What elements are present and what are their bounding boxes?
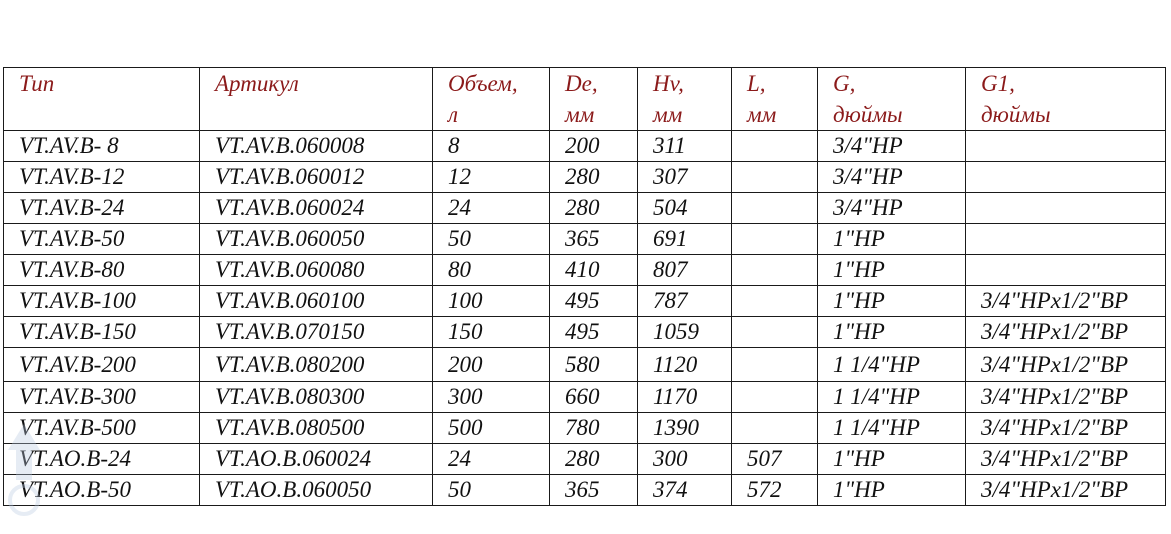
cell-hv: 1390 [638, 413, 732, 444]
cell-volume: 200 [433, 348, 550, 382]
cell-de: 200 [550, 131, 638, 162]
header-article [200, 68, 433, 131]
cell-de: 280 [550, 162, 638, 193]
header-l-unit: мм [747, 102, 777, 127]
cell-type: VT.AV.B-80 [4, 255, 200, 286]
cell-g: 1"HP [818, 286, 966, 317]
cell-g: 1"HP [818, 444, 966, 475]
cell-article: VT.AV.B.060080 [200, 255, 433, 286]
cell-de: 780 [550, 413, 638, 444]
cell-g: 1 1/4"HP [818, 413, 966, 444]
header-type [4, 68, 200, 131]
table-row [4, 286, 1166, 317]
cell-de: 495 [550, 317, 638, 348]
header-row [4, 68, 1166, 131]
cell-l [732, 413, 818, 444]
cell-g1 [966, 193, 1166, 224]
cell-g: 1"HP [818, 317, 966, 348]
cell-l [732, 162, 818, 193]
cell-type: VT.AV.B-100 [4, 286, 200, 317]
cell-de: 580 [550, 348, 638, 382]
cell-type: VT.AV.B-200 [4, 348, 200, 382]
cell-g1: 3/4"HPx1/2"BP [966, 286, 1166, 317]
cell-type: VT.AV.B-500 [4, 413, 200, 444]
cell-hv: 807 [638, 255, 732, 286]
cell-l [732, 193, 818, 224]
cell-hv: 311 [638, 131, 732, 162]
cell-g1: 3/4"HPx1/2"BP [966, 475, 1166, 506]
cell-hv: 1170 [638, 382, 732, 413]
header-g1-label: G1, [981, 71, 1015, 96]
cell-hv: 504 [638, 193, 732, 224]
cell-g1 [966, 162, 1166, 193]
header-hv-unit: мм [653, 102, 683, 127]
cell-type: VT.AV.B-12 [4, 162, 200, 193]
cell-article: VT.AO.B.060024 [200, 444, 433, 475]
cell-volume: 500 [433, 413, 550, 444]
cell-de: 495 [550, 286, 638, 317]
header-g1-unit: дюймы [981, 102, 1051, 127]
cell-hv: 1120 [638, 348, 732, 382]
cell-type: VT.AV.B-150 [4, 317, 200, 348]
cell-article: VT.AV.B.080500 [200, 413, 433, 444]
table-row [4, 317, 1166, 348]
cell-volume: 100 [433, 286, 550, 317]
table-row [4, 131, 1166, 162]
cell-volume: 24 [433, 193, 550, 224]
cell-volume: 8 [433, 131, 550, 162]
cell-g1: 3/4"HPx1/2"BP [966, 348, 1166, 382]
cell-type: VT.AO.B-50 [4, 475, 200, 506]
header-volume [433, 68, 550, 131]
cell-l: 507 [732, 444, 818, 475]
cell-l [732, 317, 818, 348]
header-volume-label: Объем, [448, 71, 518, 96]
cell-g1: 3/4"HPx1/2"BP [966, 413, 1166, 444]
header-article-label: Артикул [215, 71, 299, 96]
header-volume-unit: л [448, 102, 459, 127]
cell-article: VT.AV.B.070150 [200, 317, 433, 348]
watermark-logo-icon [2, 420, 46, 530]
table-row [4, 224, 1166, 255]
header-type-label: Тип [19, 71, 55, 96]
cell-g: 1"HP [818, 475, 966, 506]
cell-article: VT.AV.B.060008 [200, 131, 433, 162]
table-row [4, 382, 1166, 413]
cell-g: 3/4"HP [818, 131, 966, 162]
cell-g1: 3/4"HPx1/2"BP [966, 382, 1166, 413]
cell-hv: 307 [638, 162, 732, 193]
cell-type: VT.AV.B-300 [4, 382, 200, 413]
cell-volume: 150 [433, 317, 550, 348]
cell-g1 [966, 131, 1166, 162]
table-row [4, 444, 1166, 475]
cell-de: 365 [550, 224, 638, 255]
cell-type: VT.AO.B-24 [4, 444, 200, 475]
cell-de: 365 [550, 475, 638, 506]
cell-volume: 80 [433, 255, 550, 286]
header-de [550, 68, 638, 131]
cell-hv: 787 [638, 286, 732, 317]
cell-l [732, 382, 818, 413]
cell-hv: 1059 [638, 317, 732, 348]
spec-table [3, 67, 1166, 506]
cell-article: VT.AV.B.080200 [200, 348, 433, 382]
cell-g: 1 1/4"HP [818, 382, 966, 413]
cell-type: VT.AV.B- 8 [4, 131, 200, 162]
header-g [818, 68, 966, 131]
cell-hv: 691 [638, 224, 732, 255]
cell-type: VT.AV.B-50 [4, 224, 200, 255]
table-row [4, 162, 1166, 193]
header-g1 [966, 68, 1166, 131]
cell-g1: 3/4"HPx1/2"BP [966, 317, 1166, 348]
header-de-label: De, [565, 71, 598, 96]
cell-g1 [966, 224, 1166, 255]
cell-hv: 300 [638, 444, 732, 475]
cell-de: 280 [550, 193, 638, 224]
cell-g1: 3/4"HPx1/2"BP [966, 444, 1166, 475]
cell-volume: 300 [433, 382, 550, 413]
table-row [4, 413, 1166, 444]
cell-l [732, 224, 818, 255]
header-l [732, 68, 818, 131]
cell-type: VT.AV.B-24 [4, 193, 200, 224]
header-de-unit: мм [565, 102, 595, 127]
cell-de: 410 [550, 255, 638, 286]
cell-g: 1"HP [818, 255, 966, 286]
table-row [4, 348, 1166, 382]
cell-volume: 12 [433, 162, 550, 193]
header-l-label: L, [747, 71, 766, 96]
cell-article: VT.AO.B.060050 [200, 475, 433, 506]
cell-volume: 50 [433, 475, 550, 506]
cell-l [732, 131, 818, 162]
header-hv-label: Hv, [653, 71, 684, 96]
cell-article: VT.AV.B.060100 [200, 286, 433, 317]
table-row [4, 475, 1166, 506]
cell-hv: 374 [638, 475, 732, 506]
cell-article: VT.AV.B.060050 [200, 224, 433, 255]
cell-article: VT.AV.B.060024 [200, 193, 433, 224]
cell-l [732, 255, 818, 286]
cell-l: 572 [732, 475, 818, 506]
header-g-unit: дюймы [833, 102, 903, 127]
cell-article: VT.AV.B.060012 [200, 162, 433, 193]
cell-g1 [966, 255, 1166, 286]
table-row [4, 193, 1166, 224]
cell-de: 660 [550, 382, 638, 413]
table-row [4, 255, 1166, 286]
cell-g: 3/4"HP [818, 193, 966, 224]
cell-l [732, 286, 818, 317]
cell-de: 280 [550, 444, 638, 475]
cell-g: 1"HP [818, 224, 966, 255]
cell-l [732, 348, 818, 382]
cell-article: VT.AV.B.080300 [200, 382, 433, 413]
cell-volume: 50 [433, 224, 550, 255]
cell-g: 3/4"HP [818, 162, 966, 193]
cell-volume: 24 [433, 444, 550, 475]
cell-g: 1 1/4"HP [818, 348, 966, 382]
header-g-label: G, [833, 71, 856, 96]
header-hv [638, 68, 732, 131]
